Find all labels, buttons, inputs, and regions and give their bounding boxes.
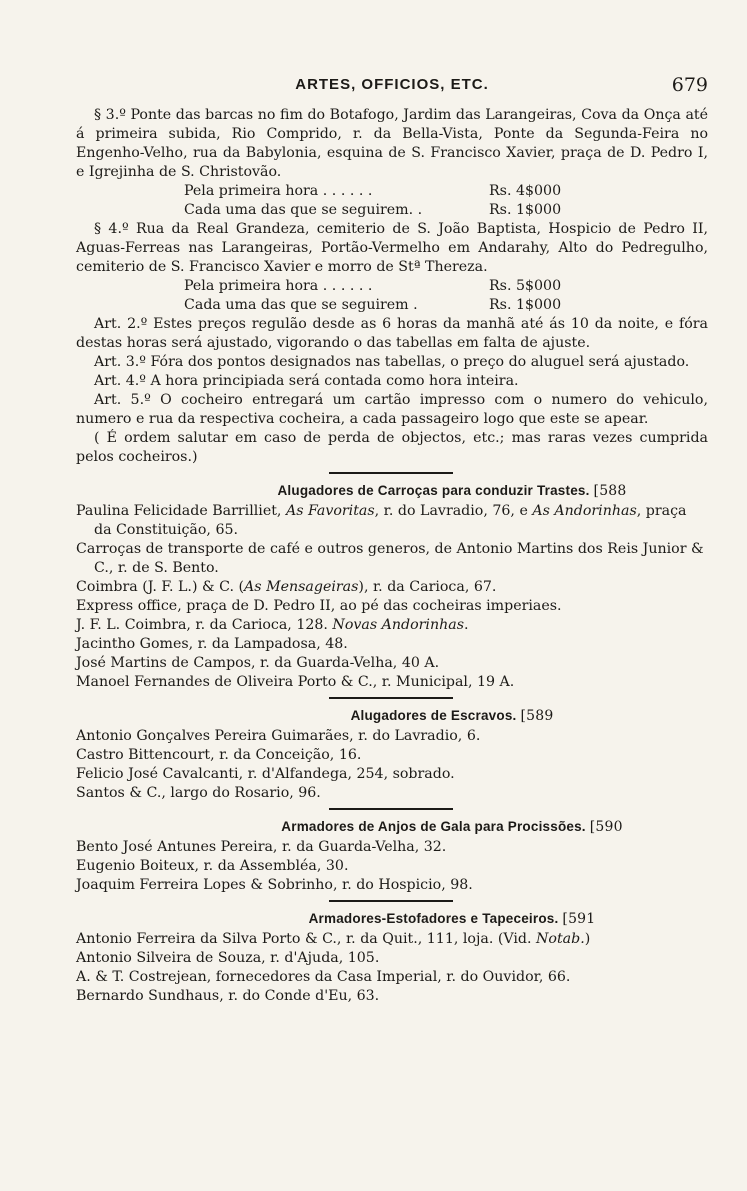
list-item: A. & T. Costrejean, fornecedores da Casa Imperial, r. do Ouvidor, 66. <box>76 969 571 985</box>
section-divider <box>329 697 453 699</box>
rate-row <box>184 277 708 296</box>
list-item: Joaquim Ferreira Lopes & Sobrinho, r. do Hospicio, 98. <box>76 877 473 893</box>
list-item: Bento José Antunes Pereira, r. da Guarda-Velha, 32. <box>76 839 447 855</box>
list-item: J. F. L. Coimbra, r. da Carioca, 128. Novas Andorinhas. <box>76 617 469 633</box>
note: ( É ordem salutar em caso de perda de objectos, etc.; mas raras vezes cumprida pelos cocheiros.) <box>76 430 708 465</box>
rate-label: Pela primeira hora . . . . . . <box>184 183 373 199</box>
sections-container <box>76 480 708 1006</box>
section-divider <box>329 808 453 810</box>
section-heading <box>196 480 708 502</box>
list-item: Antonio Gonçalves Pereira Guimarães, r. do Lavradio, 6. <box>76 728 481 744</box>
document-page <box>76 76 708 1006</box>
list-item: Carroças de transporte de café e outros generos, de Antonio Martins dos Reis Junior & C., r. de S. Bento. <box>76 541 704 576</box>
section-heading <box>196 908 708 930</box>
rate-row <box>184 296 708 315</box>
list-item: Jacintho Gomes, r. da Lampadosa, 48. <box>76 636 348 652</box>
list-item: Santos & C., largo do Rosario, 96. <box>76 785 321 801</box>
article-3: Art. 3.º Fóra dos pontos designados nas tabellas, o preço do aluguel será ajustado. <box>94 354 690 370</box>
paragraph-4: § 4.º Rua da Real Grandeza, cemiterio de S. João Baptista, Hospicio de Pedro II, Aguas-Ferreas nas Larangeiras, Portão-Vermelho em Andarahy, Alto do Pedregulho, cemiterio de S. Francisco Xavier e morro de Stª Thereza. <box>76 221 708 275</box>
list-item: Castro Bittencourt, r. da Conceição, 16. <box>76 747 362 763</box>
section-ref: [591 <box>562 911 596 927</box>
rate-value: Rs. 1$000 <box>489 202 562 218</box>
list-item: Felicio José Cavalcanti, r. d'Alfandega, 254, sobrado. <box>76 766 455 782</box>
list-item: Eugenio Boiteux, r. da Assembléa, 30. <box>76 858 349 874</box>
rate-label: Cada uma das que se seguirem . <box>184 297 418 313</box>
list-item: Express office, praça de D. Pedro II, ao pé das cocheiras imperiaes. <box>76 598 562 614</box>
section-ref: [589 <box>520 708 554 724</box>
list-item: Antonio Silveira de Souza, r. d'Ajuda, 105. <box>76 950 380 966</box>
article-5: Art. 5.º O cocheiro entregará um cartão impresso com o numero do vehiculo, numero e rua da respectiva cocheira, a cada passageiro logo que este se apear. <box>76 392 708 427</box>
rate-row <box>184 182 708 201</box>
section-title: Alugadores de Escravos. <box>350 708 521 723</box>
rates-4 <box>184 277 708 315</box>
article-4: Art. 4.º A hora principiada será contada como hora inteira. <box>94 373 519 389</box>
list-item: Coimbra (J. F. L.) & C. (As Mensageiras), r. da Carioca, 67. <box>76 579 497 595</box>
list-item: José Martins de Campos, r. da Guarda-Velha, 40 A. <box>76 655 440 671</box>
section-heading <box>196 816 708 838</box>
rate-label: Pela primeira hora . . . . . . <box>184 278 373 294</box>
rate-value: Rs. 1$000 <box>489 297 562 313</box>
section-title: Armadores de Anjos de Gala para Procissões. <box>281 819 590 834</box>
rate-value: Rs. 4$000 <box>489 183 562 199</box>
section-divider <box>329 900 453 902</box>
list-item: Paulina Felicidade Barrilliet, As Favoritas, r. do Lavradio, 76, e As Andorinhas, praça da Constituição, 65. <box>76 503 687 538</box>
section-title: Alugadores de Carroças para conduzir Trastes. <box>277 483 594 498</box>
section-heading <box>196 705 708 727</box>
list-item: Antonio Ferreira da Silva Porto & C., r. da Quit., 111, loja. (Vid. Notab.) <box>76 931 591 947</box>
section-title: Armadores-Estofadores e Tapeceiros. <box>308 911 563 926</box>
list-item: Manoel Fernandes de Oliveira Porto & C., r. Municipal, 19 A. <box>76 674 515 690</box>
section-ref: [588 <box>593 483 627 499</box>
page-number: 679 <box>671 74 708 96</box>
rate-value: Rs. 5$000 <box>489 278 562 294</box>
paragraph-3: § 3.º Ponte das barcas no fim do Botafogo, Jardim das Larangeiras, Cova da Onça até á primeira subida, Rio Comprido, r. da Bella-Vista, Ponte da Segunda-Feira no Engenho-Velho, rua da Babylonia, esquina de S. Francisco Xavier, praça de D. Pedro I, e Igrejinha de S. Christovão. <box>76 107 708 180</box>
article-2: Art. 2.º Estes preços regulão desde as 6 horas da manhã até ás 10 da noite, e fóra destas horas será ajustado, vigorando o das tabellas em falta de ajuste. <box>76 316 708 351</box>
rate-label: Cada uma das que se seguirem. . <box>184 202 423 218</box>
section-ref: [590 <box>589 819 623 835</box>
section-divider <box>329 472 453 474</box>
rates-3 <box>184 182 708 220</box>
running-title: ARTES, OFFICIOS, ETC. <box>295 76 489 93</box>
rate-row <box>184 201 708 220</box>
page-header <box>76 76 708 106</box>
list-item: Bernardo Sundhaus, r. do Conde d'Eu, 63. <box>76 988 380 1004</box>
